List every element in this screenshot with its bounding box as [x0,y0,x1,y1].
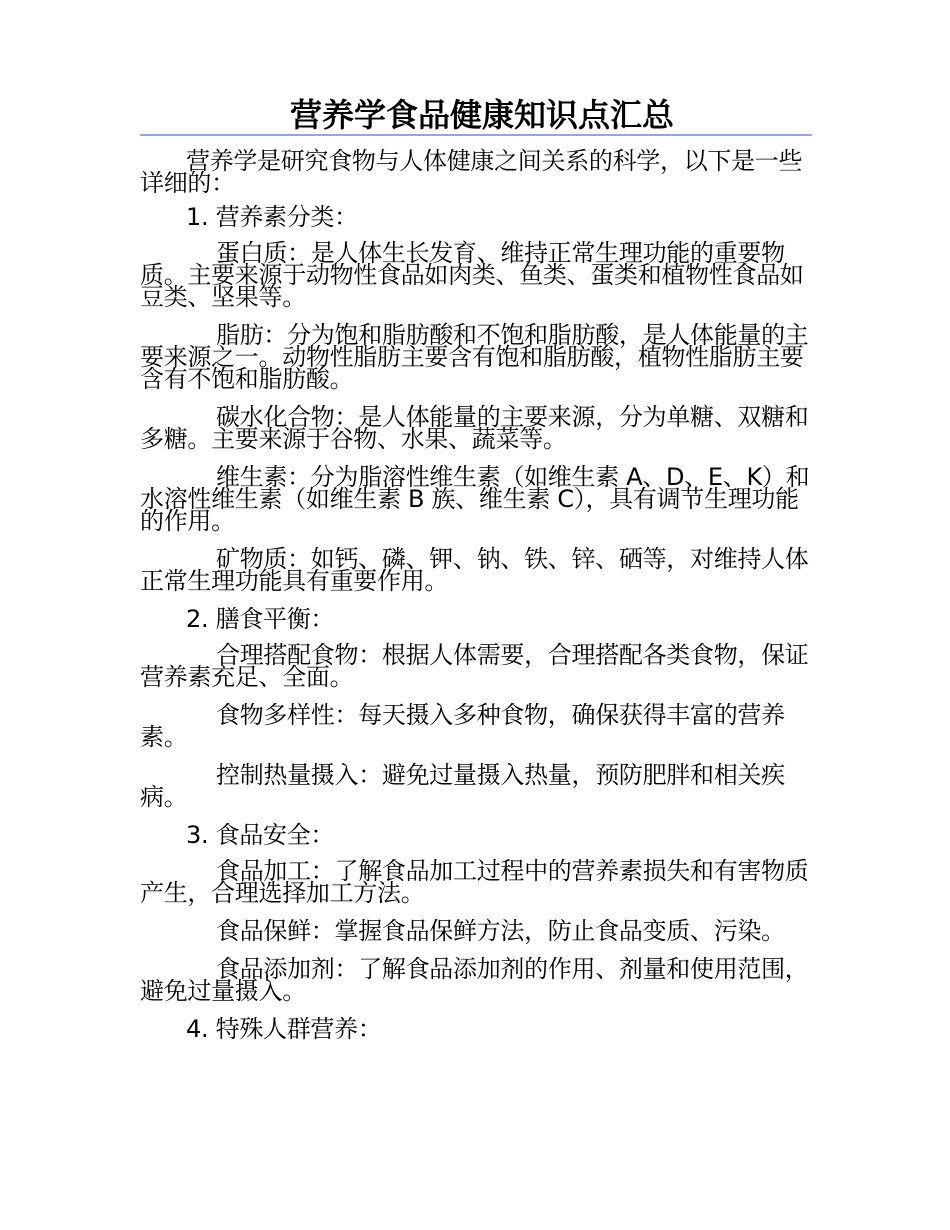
paragraph-food-preservation: 食品保鲜：掌握食品保鲜方法，防止食品变质、污染。 [216,917,785,945]
paragraph-food-additives: 食品添加剂：了解食品添加剂的作用、剂量和使用范围，避免过量摄入。 [140,955,809,1005]
paragraph-calorie-control: 控制热量摄入：避免过量摄入热量，预防肥胖和相关疾病。 [140,761,785,811]
section-heading-food-safety: 3. 食品安全： [186,821,335,849]
paragraph-mineral: 矿物质：如钙、磷、钾、钠、铁、锌、硒等，对维持人体正常生理功能具有重要作用。 [140,545,809,595]
paragraph-carbohydrate: 碳水化合物：是人体能量的主要来源，分为单糖、双糖和多糖。主要来源于谷物、水果、蔬菜等。 [140,403,809,453]
paragraph-vitamin: 维生素：分为脂溶性维生素（如维生素 A、D、E、K）和水溶性维生素（如维生素 B 族、维生素 C），具有调节生理功能的作用。 [140,463,810,535]
paragraph-food-diversity: 食物多样性：每天摄入多种食物，确保获得丰富的营养素。 [140,701,785,751]
document-body [140,147,812,1043]
paragraph-food-processing: 食品加工：了解食品加工过程中的营养素损失和有害物质产生，合理选择加工方法。 [140,857,809,907]
paragraph-food-combination: 合理搭配食物：根据人体需要，合理搭配各类食物，保证营养素充足、全面。 [140,641,809,691]
section-heading-special-groups: 4. 特殊人群营养： [186,1015,382,1043]
section-heading-dietary-balance: 2. 膳食平衡： [186,605,335,633]
document-page [140,96,812,1054]
section-heading-nutrient-classification: 1. 营养素分类： [186,203,358,231]
paragraph-protein: 蛋白质：是人体生长发育、维持正常生理功能的重要物质。主要来源于动物性食品如肉类、鱼类、蛋类和植物性食品如豆类、坚果等。 [140,239,804,311]
document-title: 营养学食品健康知识点汇总 [140,96,812,136]
intro-paragraph: 营养学是研究食物与人体健康之间关系的科学，以下是一些详细的： [140,147,803,197]
paragraph-fat: 脂肪：分为饱和脂肪酸和不饱和脂肪酸，是人体能量的主要来源之一。动物性脂肪主要含有饱和脂肪酸，植物性脂肪主要含有不饱和脂肪酸。 [140,321,809,393]
